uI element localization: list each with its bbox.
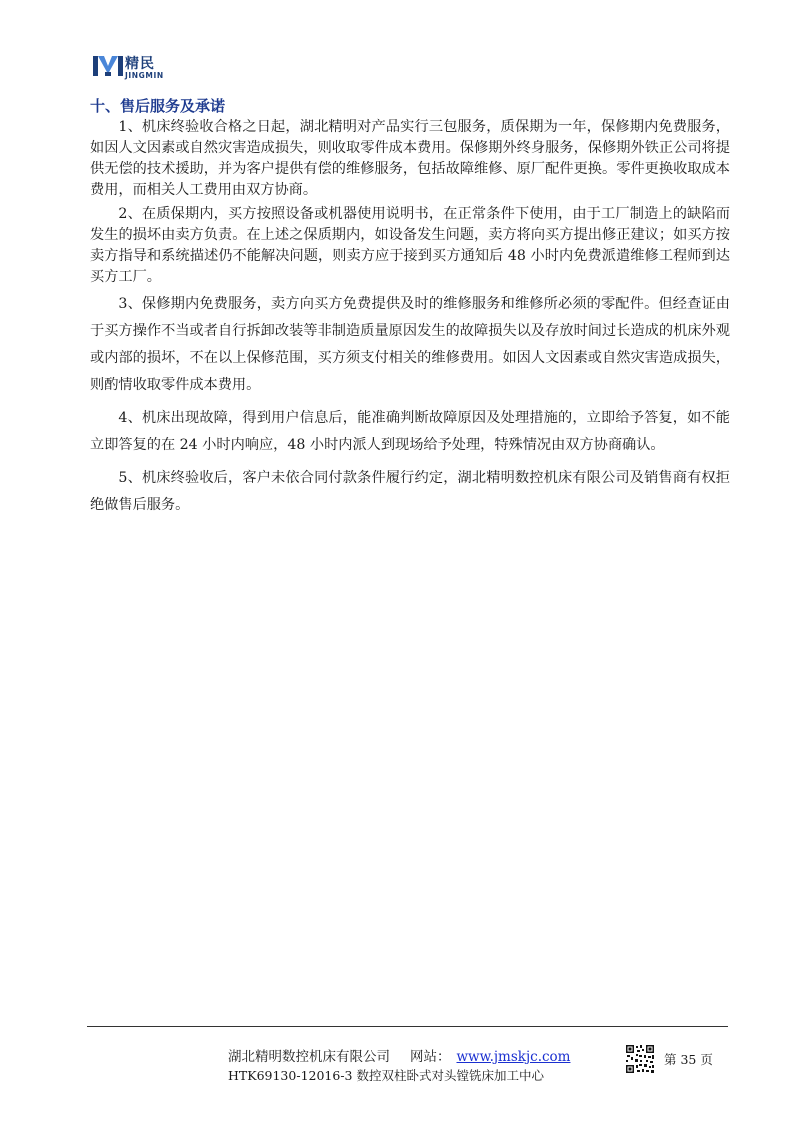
paragraph-4: 4、机床出现故障，得到用户信息后，能准确判断故障原因及处理措施的，立即给予答复，如不能立即答复的在 24 小时内响应，48 小时内派人到现场给予处理，特殊情况由双方协商确认。 <box>90 410 730 453</box>
after-sales-section <box>90 95 730 525</box>
footer-divider <box>87 1026 728 1027</box>
paragraph-3: 3、保修期内免费服务，卖方向买方免费提供及时的维修服务和维修所必须的零配件。但经查证由于买方操作不当或者自行拆卸改装等非制造质量原因发生的故障损失以及存放时间过长造成的机床外观或内部的损坏，不在以上保修范围，买方须支付相关的维修费用。如因人文因素或自然灾害造成损失，则酌情收取零件成本费用。 <box>90 296 730 393</box>
page-number: 第 35 页 <box>664 1052 713 1067</box>
footer-doc-line: HTK69130-12016-3 数控双柱卧式对头镗铣床加工中心 <box>228 1068 544 1083</box>
section-heading: 十、售后服务及承诺 <box>90 97 226 115</box>
qr-code-icon <box>625 1044 655 1074</box>
logo-name-en: JINGMIN <box>125 71 164 80</box>
paragraph-1: 1、机床终验收合格之日起，湖北精明对产品实行三包服务，质保期为一年，保修期内免费服务，如因人文因素或自然灾害造成损失，则收取零件成本费用。保修期外终身服务，保修期外铁正公司将提供无偿的技术援助，并为客户提供有偿的维修服务，包括故障维修、原厂配件更换。零件更换收取成本费用，而相关人工费用由双方协商。 <box>90 119 730 198</box>
paragraph-5: 5、机床终验收后，客户未依合同付款条件履行约定，湖北精明数控机床有限公司及销售商有权拒绝做售后服务。 <box>90 470 730 513</box>
footer-company-line <box>228 1045 570 1065</box>
footer-website-link[interactable]: www.jmskjc.com <box>456 1049 571 1065</box>
footer-company: 湖北精明数控机床有限公司 <box>228 1049 390 1065</box>
paragraph-2: 2、在质保期内，买方按照设备或机器使用说明书，在正常条件下使用，由于工厂制造上的缺陷而发生的损坏由卖方负责。在上述之保质期内，如设备发生问题，卖方将向买方提出修正建议；如买方按卖方指导和系统描述仍不能解决问题，则卖方应于接到买方通知后 48 小时内免费派遣维修工程师到达买方工厂。 <box>90 206 730 285</box>
company-logo <box>92 50 162 86</box>
footer-site-label: 网站： <box>410 1049 451 1065</box>
logo-name-cn: 精民 <box>125 56 155 72</box>
jingmin-logo-icon <box>92 50 124 82</box>
